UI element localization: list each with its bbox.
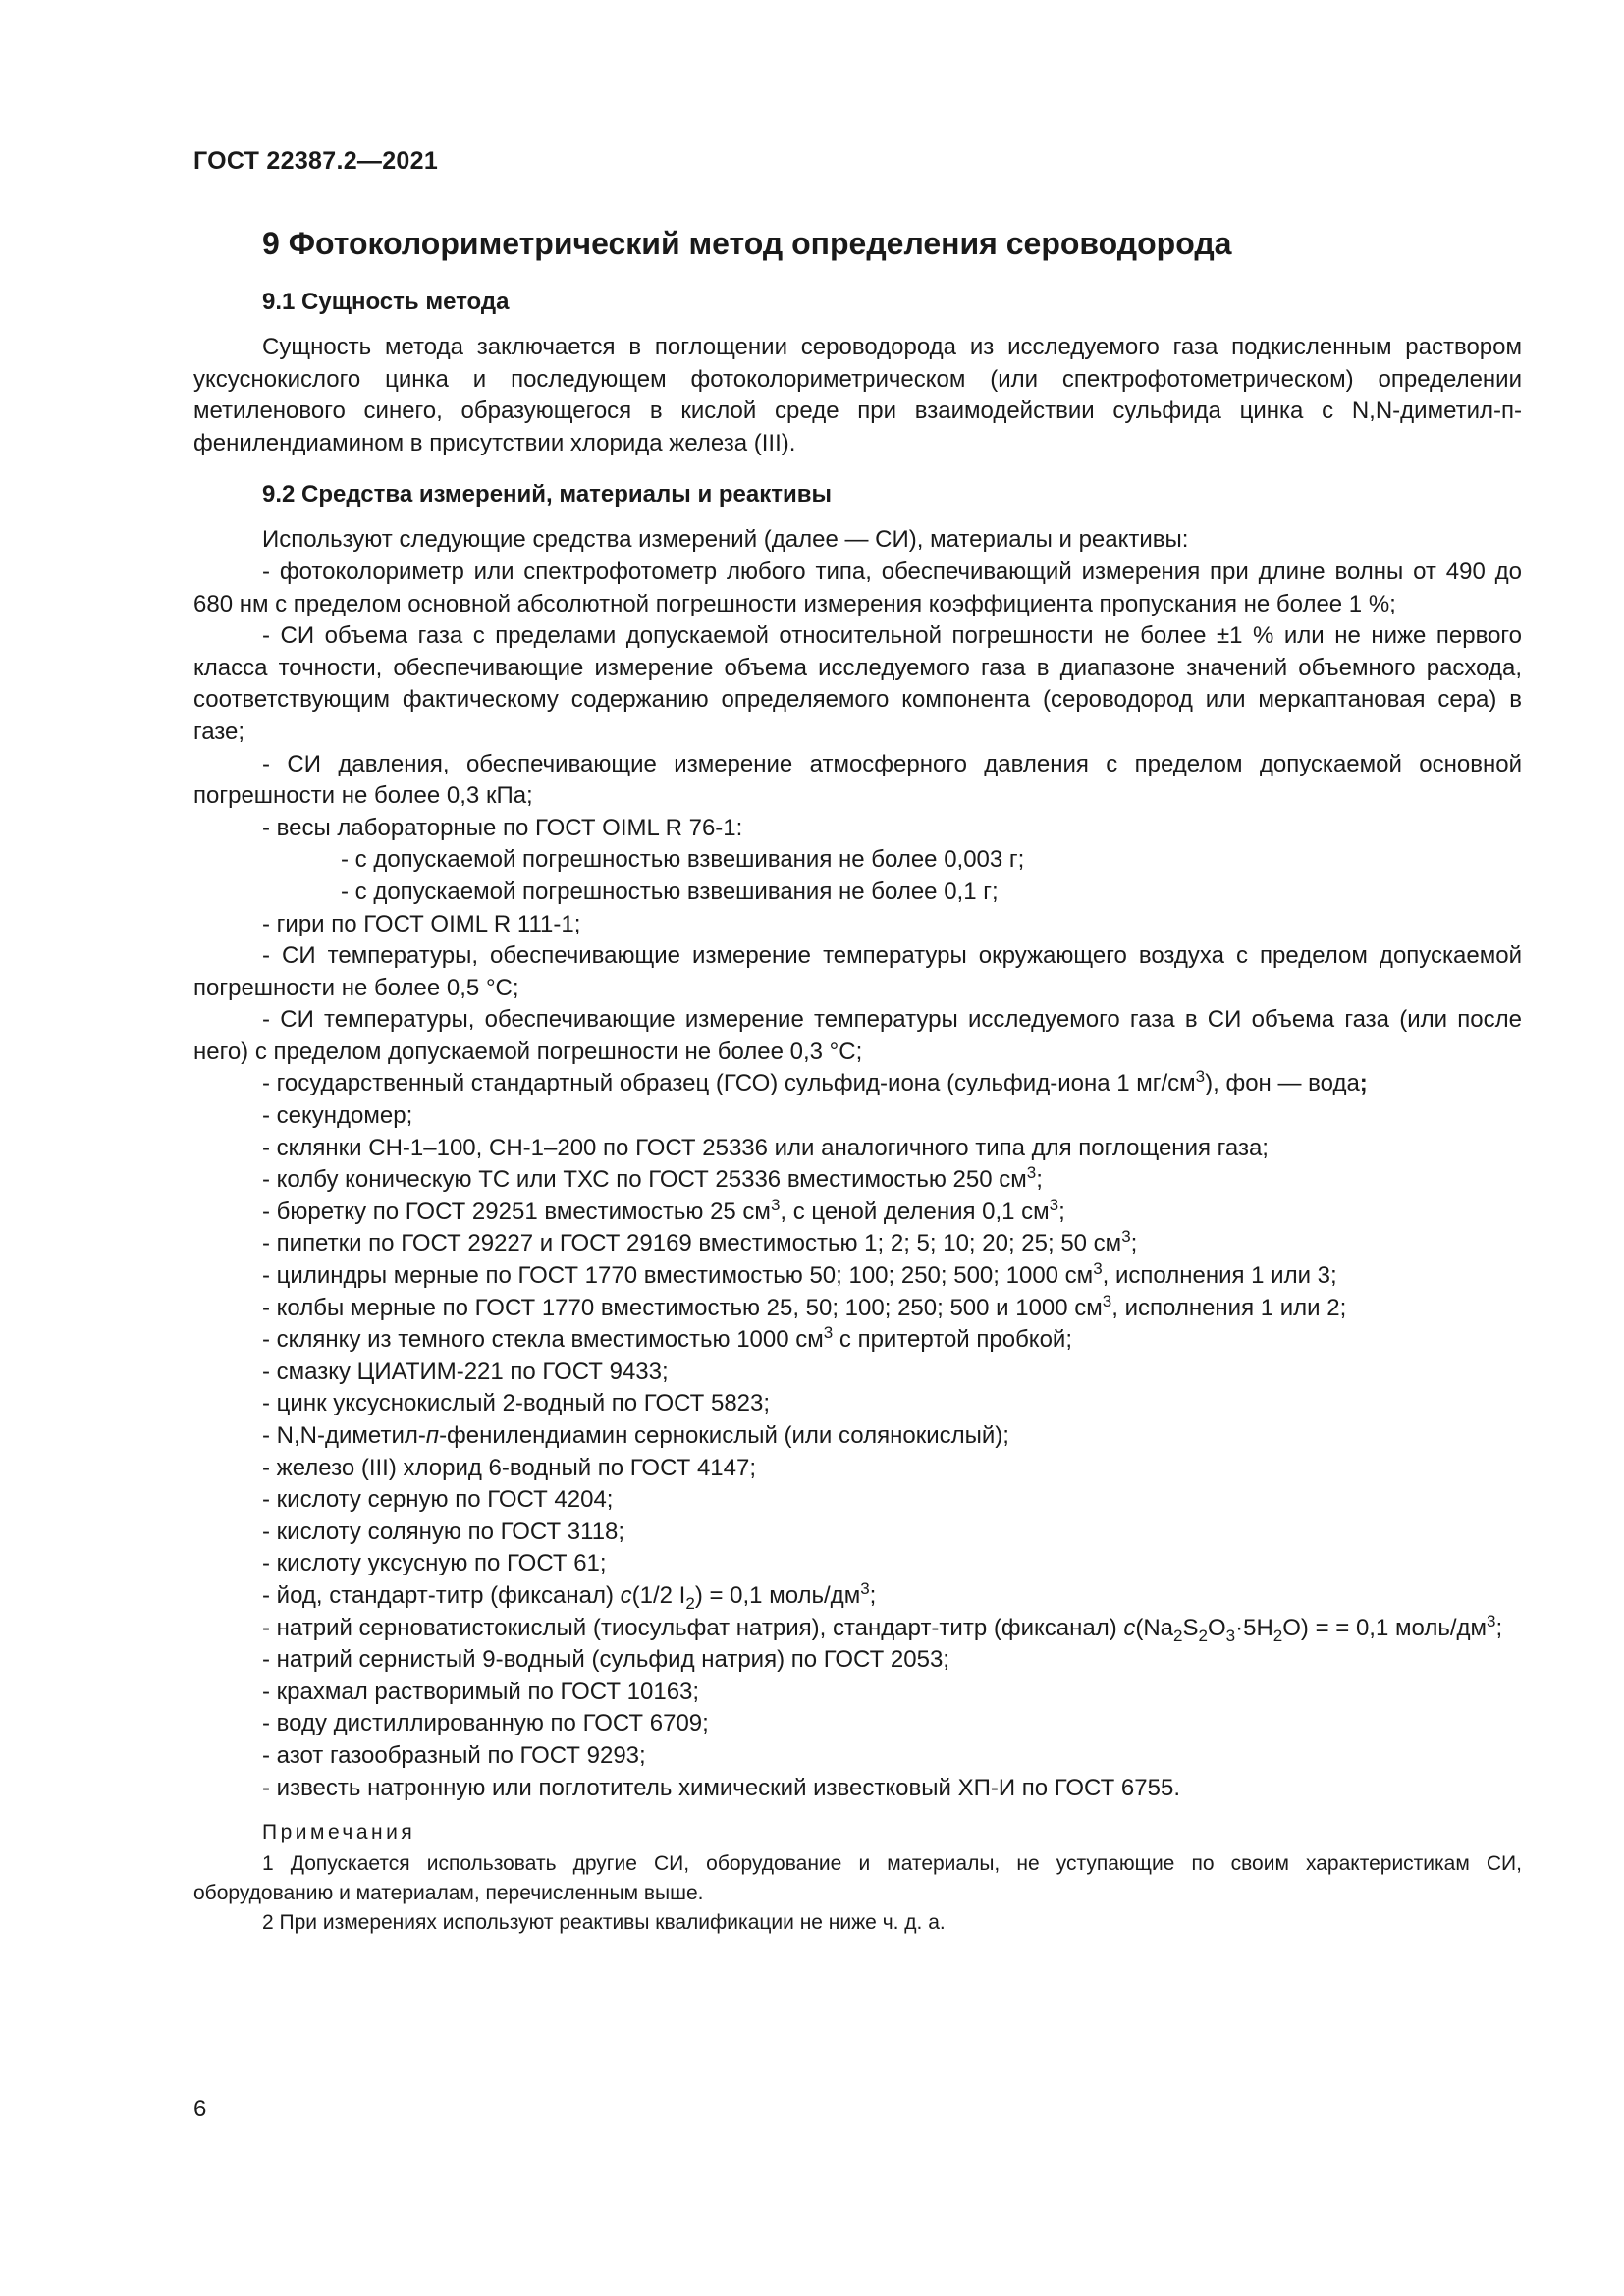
superscript: 3 bbox=[1049, 1195, 1059, 1214]
list-item: - СИ температуры, обеспечивающие измерение температуры исследуемого газа в СИ объема газа (или после него) с пределом допускаемой погрешности не более 0,3 °С; bbox=[193, 1006, 1522, 1065]
list-item: - крахмал растворимый по ГОСТ 10163; bbox=[262, 1678, 700, 1705]
item-text: ; bbox=[1036, 1166, 1043, 1194]
item-text-italic: с bbox=[1123, 1614, 1136, 1641]
superscript: 3 bbox=[770, 1195, 781, 1214]
item-text: O) = = 0,1 моль/дм bbox=[1282, 1614, 1487, 1641]
item-text: , исполнения 1 или 2; bbox=[1111, 1294, 1347, 1321]
list-item: - кислоту уксусную по ГОСТ 61; bbox=[262, 1550, 607, 1577]
note-item: 1 Допускается использовать другие СИ, оборудование и материалы, не уступающие по своим характеристикам СИ, оборудованию и материалам, перечисленным выше. bbox=[193, 1852, 1522, 1905]
superscript: 3 bbox=[823, 1323, 834, 1343]
list-item: - цинк уксуснокислый 2-водный по ГОСТ 5823; bbox=[262, 1390, 771, 1417]
item-text: , исполнения 1 или 3; bbox=[1102, 1262, 1337, 1290]
list-item: - фотоколориметр или спектрофотометр любого типа, обеспечивающий измерения при длине волны от 490 до 680 нм с пределом основной абсолютной погрешности измерения коэффициента пропускания не более 1 %; bbox=[193, 558, 1522, 617]
item-text: ; bbox=[1130, 1230, 1138, 1257]
subscript: 3 bbox=[1225, 1626, 1236, 1645]
list-subitem: - с допускаемой погрешностью взвешивания не более 0,1 г; bbox=[341, 878, 999, 905]
item-text: - йод, стандарт-титр (фиксанал) bbox=[262, 1581, 621, 1609]
superscript: 3 bbox=[1102, 1291, 1112, 1310]
list-item: - натрий сернистый 9-водный (сульфид натрия) по ГОСТ 2053; bbox=[262, 1646, 949, 1674]
item-text: -фенилендиамин сернокислый (или солянокислый); bbox=[439, 1422, 1009, 1449]
page-number: 6 bbox=[193, 2096, 207, 2122]
item-text: ; bbox=[1359, 1070, 1368, 1097]
item-text: - государственный стандартный образец (ГСО) сульфид-иона (сульфид-иона 1 мг/см bbox=[262, 1070, 1196, 1097]
list-item: - смазку ЦИАТИМ-221 по ГОСТ 9433; bbox=[262, 1358, 669, 1385]
list-item: - кислоту соляную по ГОСТ 3118; bbox=[262, 1518, 625, 1545]
list-item bbox=[193, 1580, 1522, 1613]
item-text: (1/2 I bbox=[631, 1581, 686, 1609]
item-text: O bbox=[1207, 1614, 1226, 1641]
list-item bbox=[193, 1068, 1522, 1100]
list-item: - известь натронную или поглотитель химический известковый ХП-И по ГОСТ 6755. bbox=[262, 1774, 1180, 1801]
list-item bbox=[193, 1228, 1522, 1260]
subscript: 2 bbox=[1198, 1626, 1208, 1645]
list-item bbox=[193, 1613, 1522, 1645]
item-text: - N,N-диметил- bbox=[262, 1422, 426, 1449]
subscript: 2 bbox=[685, 1593, 695, 1613]
item-text: ; bbox=[1495, 1614, 1503, 1641]
list-item: - азот газообразный по ГОСТ 9293; bbox=[262, 1741, 646, 1769]
item-text: ·5H bbox=[1235, 1614, 1273, 1641]
equipment-intro: Используют следующие средства измерений (далее — СИ), материалы и реактивы: bbox=[262, 526, 1189, 554]
section-title: 9 Фотоколориметрический метод определения сероводорода bbox=[262, 226, 1232, 261]
item-text: ; bbox=[869, 1581, 877, 1609]
list-item bbox=[193, 1164, 1522, 1197]
item-text: (Na bbox=[1135, 1614, 1174, 1641]
superscript: 3 bbox=[1487, 1611, 1496, 1630]
list-item: - железо (III) хлорид 6-водный по ГОСТ 4147; bbox=[262, 1454, 757, 1481]
subsection-title-9-1: 9.1 Сущность метода bbox=[262, 289, 510, 315]
notes-block bbox=[193, 1818, 1522, 1938]
item-text: ; bbox=[1058, 1198, 1065, 1225]
item-text-italic: с bbox=[620, 1581, 632, 1609]
equipment-list bbox=[193, 557, 1522, 1804]
item-text: - пипетки по ГОСТ 29227 и ГОСТ 29169 вместимостью 1; 2; 5; 10; 20; 25; 50 см bbox=[262, 1230, 1122, 1257]
list-item: - воду дистиллированную по ГОСТ 6709; bbox=[262, 1710, 709, 1737]
list-item: - кислоту серную по ГОСТ 4204; bbox=[262, 1486, 614, 1514]
item-text: , с ценой деления 0,1 см bbox=[780, 1198, 1050, 1225]
page-content bbox=[193, 224, 1522, 1938]
list-item bbox=[193, 1260, 1522, 1293]
item-text: ) = 0,1 моль/дм bbox=[694, 1581, 861, 1609]
list-item bbox=[193, 1420, 1522, 1453]
list-item: - СИ температуры, обеспечивающие измерение температуры окружающего воздуха с пределом допускаемой погрешности не более 0,5 °С; bbox=[193, 942, 1522, 1001]
item-text: - колбу коническую ТС или ТХС по ГОСТ 25336 вместимостью 250 см bbox=[262, 1166, 1027, 1194]
item-text: S bbox=[1182, 1614, 1199, 1641]
list-item: - весы лабораторные по ГОСТ OIML R 76-1: bbox=[262, 814, 743, 841]
item-text: - колбы мерные по ГОСТ 1770 вместимостью 25, 50; 100; 250; 500 и 1000 см bbox=[262, 1294, 1103, 1321]
superscript: 3 bbox=[860, 1578, 870, 1598]
item-text: с притертой пробкой; bbox=[833, 1326, 1072, 1354]
notes-title: Примечания bbox=[262, 1821, 416, 1844]
superscript: 3 bbox=[1093, 1259, 1103, 1279]
subscript: 2 bbox=[1173, 1626, 1183, 1645]
note-item: 2 При измерениях используют реактивы квалификации не ниже ч. д. а. bbox=[262, 1911, 946, 1935]
list-item bbox=[193, 1324, 1522, 1357]
item-text: - склянку из темного стекла вместимостью 1000 см bbox=[262, 1326, 824, 1354]
item-text: - цилиндры мерные по ГОСТ 1770 вместимостью 50; 100; 250; 500; 1000 см bbox=[262, 1262, 1094, 1290]
list-item: - склянки СН-1–100, СН-1–200 по ГОСТ 25336 или аналогичного типа для поглощения газа; bbox=[262, 1134, 1269, 1161]
superscript: 3 bbox=[1121, 1227, 1131, 1247]
document-id-header: ГОСТ 22387.2—2021 bbox=[193, 147, 439, 175]
superscript: 3 bbox=[1026, 1163, 1037, 1183]
item-text: - натрий серноватистокислый (тиосульфат натрия), стандарт-титр (фиксанал) bbox=[262, 1614, 1124, 1641]
item-text: - бюретку по ГОСТ 29251 вместимостью 25 см bbox=[262, 1198, 771, 1225]
list-subitem: - с допускаемой погрешностью взвешивания не более 0,003 г; bbox=[341, 846, 1025, 874]
list-item bbox=[193, 1197, 1522, 1229]
list-item: - секундомер; bbox=[262, 1102, 413, 1130]
list-item bbox=[193, 1293, 1522, 1325]
list-item: - СИ объема газа с пределами допускаемой относительной погрешности не более ±1 % или не ниже первого класса точности, обеспечивающие измерение объема исследуемого газа в диапазоне значений объемного расхода, соответствующим фактическому содержанию определяемого компонента (сероводород или меркаптановая сера) в газе; bbox=[193, 622, 1522, 745]
item-text: ), фон — вода bbox=[1205, 1070, 1360, 1097]
list-item: - гири по ГОСТ OIML R 111-1; bbox=[262, 910, 581, 937]
subscript: 2 bbox=[1272, 1626, 1283, 1645]
superscript: 3 bbox=[1195, 1067, 1206, 1087]
list-item: - СИ давления, обеспечивающие измерение атмосферного давления с пределом допускаемой основной погрешности не более 0,3 кПа; bbox=[193, 750, 1522, 810]
method-essence-paragraph: Сущность метода заключается в поглощении сероводорода из исследуемого газа подкисленным раствором уксуснокислого цинка и последующем фотоколориметрическом (или спектрофотометрическом) определении метиленового синего, образующегося в кислой среде при взаимодействии сульфида цинка с N,N-диметил-п-фенилендиамином в присутствии хлорида железа (III). bbox=[193, 334, 1522, 456]
item-text-italic: п bbox=[425, 1422, 440, 1449]
subsection-title-9-2: 9.2 Средства измерений, материалы и реактивы bbox=[262, 481, 832, 508]
